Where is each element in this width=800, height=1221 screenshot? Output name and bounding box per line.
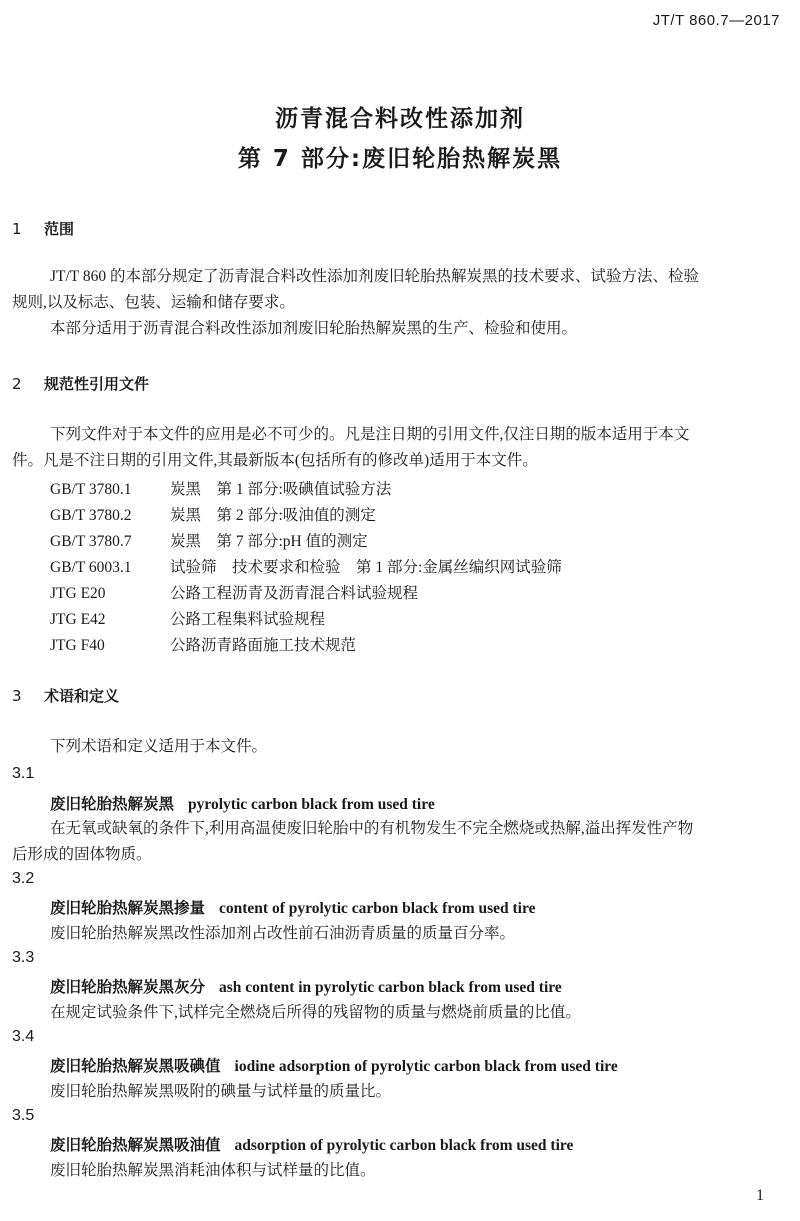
- section-number: 3: [12, 687, 22, 705]
- term-definition: 在规定试验条件下,试样完全燃烧后所得的残留物的质量与燃烧前质量的比值。: [50, 1004, 581, 1021]
- term-definition: 废旧轮胎热解炭黑消耗油体积与试样量的比值。: [50, 1162, 376, 1179]
- scope-paragraph-line: 规则,以及标志、包装、运输和储存要求。: [12, 294, 295, 311]
- document-subtitle: 第 7 部分:废旧轮胎热解炭黑: [237, 146, 563, 172]
- section-number: 1: [12, 220, 22, 238]
- term-title: [50, 1133, 573, 1155]
- terms-intro: 下列术语和定义适用于本文件。: [50, 738, 268, 755]
- reference-title: 炭黑 第 1 部分:吸碘值试验方法: [170, 481, 392, 498]
- reference-item: [50, 555, 562, 577]
- term-definition: 废旧轮胎热解炭黑吸附的碘量与试样量的质量比。: [50, 1083, 392, 1100]
- reference-item: [50, 633, 356, 655]
- section-title: 范围: [44, 220, 75, 238]
- reference-code: JTG F40: [50, 637, 105, 654]
- term-title: [50, 975, 562, 997]
- term-en: pyrolytic carbon black from used tire: [188, 796, 435, 813]
- term-zh: 废旧轮胎热解炭黑掺量: [50, 900, 206, 917]
- term-en: iodine adsorption of pyrolytic carbon black from used tire: [234, 1058, 618, 1075]
- term-number: 3.3: [12, 949, 35, 966]
- section-title: 术语和定义: [44, 687, 120, 705]
- term-en: content of pyrolytic carbon black from used tire: [219, 900, 536, 917]
- reference-code: GB/T 6003.1: [50, 559, 132, 576]
- reference-title: 炭黑 第 7 部分:pH 值的测定: [170, 533, 368, 550]
- term-zh: 废旧轮胎热解炭黑吸碘值: [50, 1058, 221, 1075]
- section-title: 规范性引用文件: [44, 375, 150, 393]
- term-definition: 后形成的固体物质。: [12, 846, 152, 863]
- reference-item: [50, 477, 391, 499]
- scope-paragraph-line: 本部分适用于沥青混合料改性添加剂废旧轮胎热解炭黑的生产、检验和使用。: [50, 320, 578, 337]
- term-zh: 废旧轮胎热解炭黑: [50, 796, 175, 813]
- reference-item: [50, 581, 418, 603]
- section-heading-terms-definitions: [12, 685, 119, 706]
- scope-paragraph-line: JT/T 860 的本部分规定了沥青混合料改性添加剂废旧轮胎热解炭黑的技术要求、试验方法、检验: [50, 268, 699, 285]
- reference-item: [50, 503, 376, 525]
- reference-code: GB/T 3780.7: [50, 533, 132, 550]
- reference-code: GB/T 3780.2: [50, 507, 132, 524]
- term-zh: 废旧轮胎热解炭黑吸油值: [50, 1137, 221, 1154]
- term-number: 3.2: [12, 870, 35, 887]
- term-title: [50, 1054, 618, 1076]
- section-number: 2: [12, 375, 22, 393]
- references-intro-line: 下列文件对于本文件的应用是必不可少的。凡是注日期的引用文件,仅注日期的版本适用于本文: [50, 426, 690, 443]
- term-number: 3.5: [12, 1107, 35, 1124]
- standard-number: JT/T 860.7—2017: [652, 12, 780, 29]
- term-zh: 废旧轮胎热解炭黑灰分: [50, 979, 206, 996]
- reference-title: 公路沥青路面施工技术规范: [170, 637, 357, 654]
- reference-code: GB/T 3780.1: [50, 481, 132, 498]
- term-en: adsorption of pyrolytic carbon black from used tire: [234, 1137, 574, 1154]
- term-title: [50, 792, 435, 814]
- references-intro-line: 件。凡是不注日期的引用文件,其最新版本(包括所有的修改单)适用于本文件。: [12, 452, 538, 469]
- section-heading-normative-references: [12, 373, 149, 394]
- term-title: [50, 896, 535, 918]
- term-number: 3.1: [12, 765, 35, 782]
- section-heading-scope: [12, 218, 74, 239]
- reference-code: JTG E42: [50, 611, 106, 628]
- reference-title: 公路工程沥青及沥青混合料试验规程: [170, 585, 419, 602]
- document-title: 沥青混合料改性添加剂: [275, 106, 525, 132]
- reference-title: 炭黑 第 2 部分:吸油值的测定: [170, 507, 376, 524]
- term-definition: 废旧轮胎热解炭黑改性添加剂占改性前石油沥青质量的质量百分率。: [50, 925, 516, 942]
- reference-item: [50, 529, 368, 551]
- page-number: 1: [756, 1187, 764, 1204]
- reference-item: [50, 607, 325, 629]
- reference-code: JTG E20: [50, 585, 106, 602]
- reference-title: 公路工程集料试验规程: [170, 611, 326, 628]
- term-number: 3.4: [12, 1028, 35, 1045]
- term-definition: 在无氧或缺氧的条件下,利用高温使废旧轮胎中的有机物发生不完全燃烧或热解,溢出挥发性产物: [50, 820, 694, 837]
- term-en: ash content in pyrolytic carbon black from used tire: [219, 979, 562, 996]
- reference-title: 试验筛 技术要求和检验 第 1 部分:金属丝编织网试验筛: [170, 559, 562, 576]
